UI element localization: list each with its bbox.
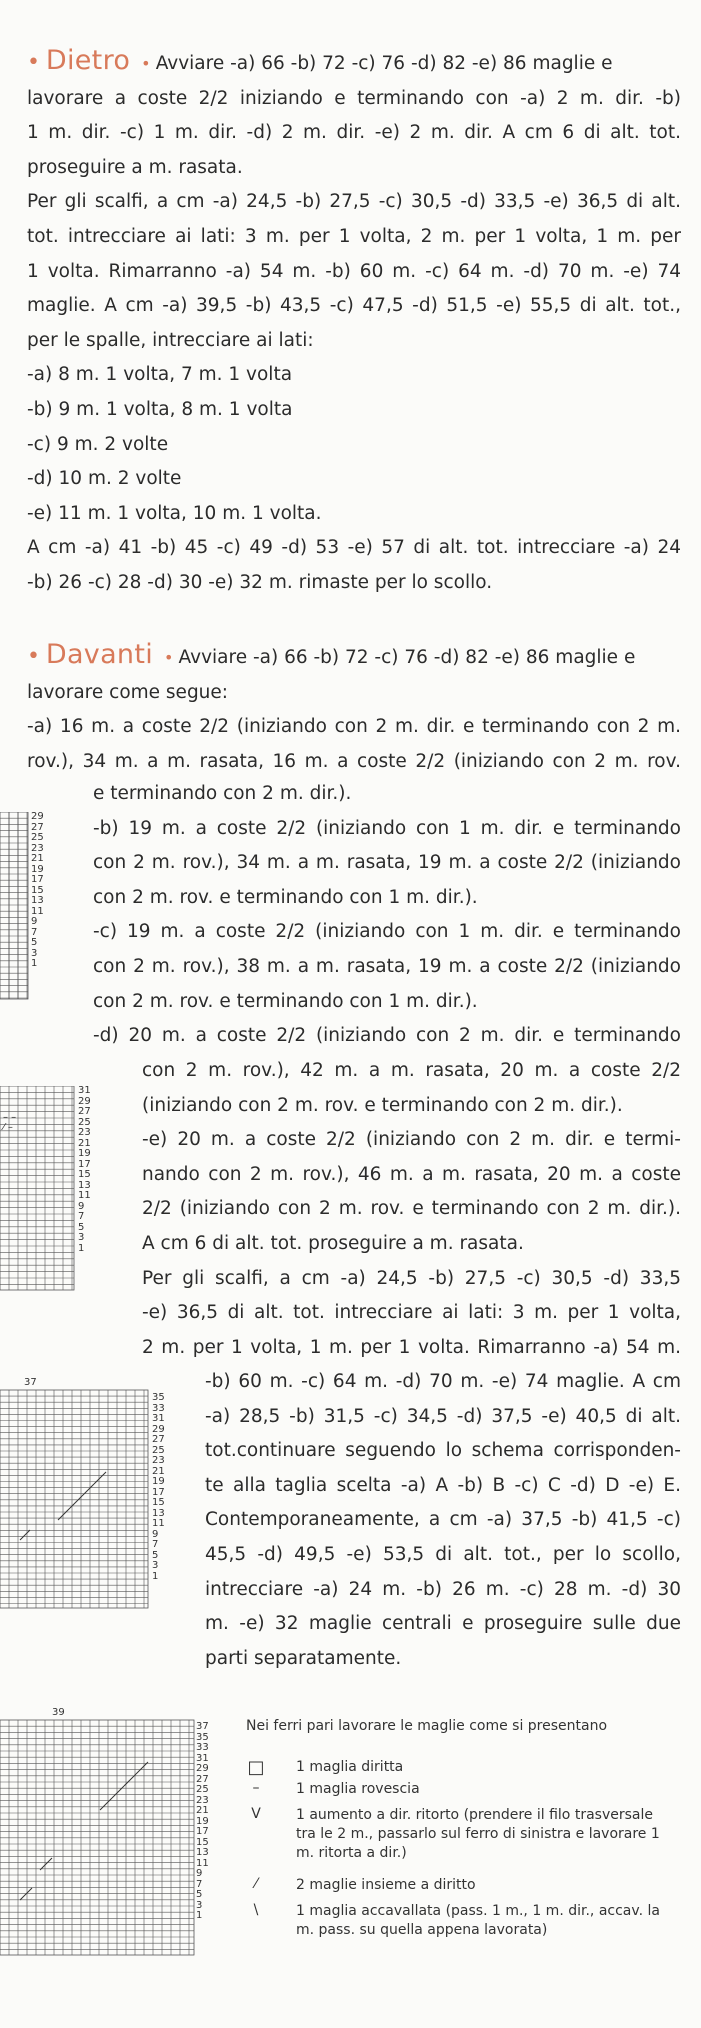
row-number: 25 xyxy=(152,1444,165,1456)
row-number: 21 xyxy=(152,1465,165,1477)
legend-item xyxy=(246,1902,666,1940)
chart-e-grid xyxy=(0,1707,196,1960)
row-number: 37 xyxy=(24,1377,37,1388)
dietro-line: per le spalle, intrecciare ai lati: xyxy=(27,329,314,351)
davanti-line: tot.continuare seguendo lo schema corrisponden- xyxy=(205,1440,681,1462)
row-number: 39 xyxy=(52,1707,65,1718)
davanti-line: -e) 20 m. a coste 2/2 (iniziando con 2 m. dir. e termi- xyxy=(142,1129,681,1151)
davanti-line: Avviare -a) 66 -b) 72 -c) 76 -d) 82 -e) 86 maglie e xyxy=(178,647,636,668)
davanti-indent1 xyxy=(93,777,681,1054)
chart-legend xyxy=(246,1718,666,1940)
davanti-line: 2 m. per 1 volta, 1 m. per 1 volta. Rimarranno -a) 54 m. xyxy=(142,1336,681,1358)
row-number: 27 xyxy=(78,1106,91,1117)
davanti-line: -a) 28,5 -b) 31,5 -c) 34,5 -d) 37,5 -e) 40,5 di alt. xyxy=(205,1405,681,1427)
row-number: 3 xyxy=(78,1232,85,1243)
row-number: 23 xyxy=(31,842,44,854)
davanti-line: nando con 2 m. rov.), 46 m. a m. rasata, 20 m. a coste xyxy=(142,1163,681,1185)
legend-text: 1 maglia accavallata (pass. 1 m., 1 m. dir., accav. la m. pass. su quella appena lavorata) xyxy=(296,1903,660,1938)
row-number: 7 xyxy=(152,1539,159,1550)
davanti-line: con 2 m. rov. e terminando con 1 m. dir.). xyxy=(93,886,478,908)
row-number: 29 xyxy=(31,811,44,822)
davanti-line: e terminando con 2 m. dir.). xyxy=(93,783,352,804)
dietro-section xyxy=(27,44,681,601)
row-number: 15 xyxy=(78,1169,91,1180)
row-number: 15 xyxy=(152,1497,165,1508)
row-number: 29 xyxy=(196,1763,209,1774)
heading-bullet: • xyxy=(136,54,156,73)
row-number: 7 xyxy=(78,1211,85,1222)
dietro-line: tot. intrecciare ai lati: 3 m. per 1 volta, 2 m. per 1 volta, 1 m. per xyxy=(27,225,681,247)
davanti-line: -a) 16 m. a coste 2/2 (iniziando con 2 m. dir. e terminando con 2 m. xyxy=(27,716,681,738)
chart-e-rownums xyxy=(196,1722,209,1922)
row-number: 11 xyxy=(31,905,44,917)
row-number: 5 xyxy=(152,1549,159,1561)
row-number: 23 xyxy=(196,1794,209,1806)
row-number: 19 xyxy=(196,1815,209,1827)
row-number: 9 xyxy=(152,1528,159,1540)
svg-text:– –: – – xyxy=(3,1112,17,1123)
davanti-line: con 2 m. rov.), 42 m. a m. rasata, 20 m. a coste 2/2 xyxy=(142,1060,681,1081)
dietro-line: -d) 10 m. 2 volte xyxy=(27,468,182,490)
row-number: 1 xyxy=(31,958,38,969)
row-number: 19 xyxy=(31,863,44,875)
row-number: 21 xyxy=(78,1137,91,1149)
dietro-line: -a) 8 m. 1 volta, 7 m. 1 volta xyxy=(27,364,293,386)
davanti-section xyxy=(27,638,681,779)
row-number: 9 xyxy=(196,1868,203,1879)
chart-c-rownums xyxy=(152,1393,165,1582)
row-number: 33 xyxy=(196,1742,209,1753)
davanti-line: -d) 20 m. a coste 2/2 (iniziando con 2 m. dir. e terminando xyxy=(93,1025,681,1047)
davanti-line: A cm 6 di alt. tot. proseguire a m. rasata. xyxy=(142,1232,524,1254)
heading-bullet: • xyxy=(27,50,40,75)
row-number: 19 xyxy=(78,1148,91,1159)
row-number: 3 xyxy=(152,1560,159,1571)
row-number: 9 xyxy=(78,1200,85,1212)
davanti-heading: Davanti xyxy=(45,639,154,670)
row-number: 5 xyxy=(78,1221,85,1233)
davanti-line: con 2 m. rov. e terminando con 1 m. dir.). xyxy=(93,990,478,1012)
davanti-line: te alla taglia scelta -a) A -b) B -c) C -d) D -e) E. xyxy=(205,1474,681,1496)
legend-item xyxy=(246,1780,666,1806)
row-number: 3 xyxy=(31,947,38,959)
legend-text: 2 maglie insieme a diritto xyxy=(296,1877,476,1893)
heading-bullet: • xyxy=(158,648,179,667)
row-number: 25 xyxy=(196,1784,209,1795)
dietro-line: -e) 11 m. 1 volta, 10 m. 1 volta. xyxy=(27,502,322,524)
row-number: 27 xyxy=(152,1434,165,1445)
row-number: 15 xyxy=(31,884,44,896)
row-number: 17 xyxy=(196,1826,209,1837)
skp-stitch-icon: \ xyxy=(253,1902,259,1918)
davanti-line: -c) 19 m. a coste 2/2 (iniziando con 1 m. dir. e terminando xyxy=(93,921,681,943)
legend-text: 1 aumento a dir. ritorto (prendere il filo trasversale tra le 2 m., passarlo sul ferro di sinistra e lavorare 1 m. ritorta a dir.) xyxy=(296,1807,660,1861)
row-number: 13 xyxy=(78,1179,91,1191)
row-number: 21 xyxy=(31,853,44,864)
row-number: 27 xyxy=(196,1773,209,1785)
chart-a-grid xyxy=(0,812,30,1000)
row-number: 1 xyxy=(196,1910,203,1921)
row-number: 29 xyxy=(78,1095,91,1107)
legend-item xyxy=(246,1758,666,1780)
legend-text: 1 maglia rovescia xyxy=(296,1781,420,1797)
dietro-line: -b) 9 m. 1 volta, 8 m. 1 volta xyxy=(27,398,293,420)
davanti-line: 45,5 -d) 49,5 -e) 53,5 di alt. tot., per lo scollo, xyxy=(205,1543,681,1565)
row-number: 35 xyxy=(152,1392,165,1403)
row-number: 15 xyxy=(196,1836,209,1848)
row-number: 27 xyxy=(31,821,44,833)
row-number: 17 xyxy=(78,1158,91,1170)
row-number: 23 xyxy=(152,1455,165,1466)
row-number: 5 xyxy=(31,937,38,948)
row-number: 1 xyxy=(152,1570,159,1582)
davanti-line: -e) 36,5 di alt. tot. intrecciare ai lati: 3 m. per 1 volta, xyxy=(142,1302,681,1324)
k2tog-stitch-icon: ⁄ xyxy=(254,1876,258,1892)
row-number: 7 xyxy=(196,1878,203,1890)
increase-stitch-icon: V xyxy=(251,1806,261,1822)
davanti-line: -b) 19 m. a coste 2/2 (iniziando con 1 m. dir. e terminando xyxy=(93,817,681,839)
row-number: 17 xyxy=(31,874,44,885)
chart-c-top-label xyxy=(24,1378,37,1389)
legend-intro: Nei ferri pari lavorare le maglie come si presentano xyxy=(246,1718,608,1734)
davanti-line: (iniziando con 2 m. rov. e terminando con 2 m. dir.). xyxy=(142,1094,623,1116)
davanti-indent3 xyxy=(205,1365,681,1676)
dietro-line: -c) 9 m. 2 volte xyxy=(27,433,169,455)
davanti-line: con 2 m. rov.), 38 m. a m. rasata, 19 m. a coste 2/2 (iniziando xyxy=(93,955,681,977)
davanti-line: rov.), 34 m. a m. rasata, 16 m. a coste 2/2 (iniziando con 2 m. rov. xyxy=(27,750,681,772)
row-number: 3 xyxy=(196,1899,203,1911)
row-number: 13 xyxy=(152,1507,165,1519)
davanti-line: parti separatamente. xyxy=(205,1647,402,1669)
row-number: 13 xyxy=(196,1847,209,1858)
dietro-heading: Dietro xyxy=(45,45,131,76)
dietro-line: Per gli scalfi, a cm -a) 24,5 -b) 27,5 -c) 30,5 -d) 33,5 -e) 36,5 di alt. xyxy=(27,191,681,213)
davanti-line: m. -e) 32 maglie centrali e proseguire sulle due xyxy=(205,1613,681,1635)
row-number: 23 xyxy=(78,1127,91,1138)
svg-text:⁄ –: ⁄ – xyxy=(3,1122,13,1133)
purl-stitch-icon: – xyxy=(252,1780,260,1796)
row-number: 35 xyxy=(196,1731,209,1743)
legend-item xyxy=(246,1876,666,1902)
row-number: 11 xyxy=(152,1518,165,1529)
row-number: 33 xyxy=(152,1402,165,1414)
row-number: 7 xyxy=(31,926,38,938)
row-number: 9 xyxy=(31,916,38,927)
davanti-indent2 xyxy=(142,1054,681,1365)
davanti-line: Contemporaneamente, a cm -a) 37,5 -b) 41,5 -c) xyxy=(205,1509,681,1531)
row-number: 25 xyxy=(78,1116,91,1128)
row-number: 31 xyxy=(196,1752,209,1764)
dietro-line: -b) 26 -c) 28 -d) 30 -e) 32 m. rimaste per lo scollo. xyxy=(27,571,493,593)
davanti-line: intrecciare -a) 24 m. -b) 26 m. -c) 28 m. -d) 30 xyxy=(205,1578,681,1600)
row-number: 17 xyxy=(152,1486,165,1498)
davanti-line: con 2 m. rov.), 34 m. a m. rasata, 19 m. a coste 2/2 (iniziando xyxy=(93,852,681,874)
row-number: 25 xyxy=(31,832,44,843)
dietro-line: lavorare a coste 2/2 iniziando e terminando con -a) 2 m. dir. -b) xyxy=(27,87,681,109)
dietro-line: 1 m. dir. -c) 1 m. dir. -d) 2 m. dir. -e) 2 m. dir. A cm 6 di alt. tot. xyxy=(27,122,681,144)
legend-text: 1 maglia diritta xyxy=(296,1759,404,1775)
row-number: 31 xyxy=(152,1413,165,1424)
chart-c-grid xyxy=(0,1377,150,1610)
row-number: 5 xyxy=(196,1889,203,1900)
row-number: 31 xyxy=(78,1085,91,1096)
chart-e-top-label xyxy=(52,1708,65,1719)
davanti-line: lavorare come segue: xyxy=(27,681,229,703)
davanti-line: 2/2 (iniziando con 2 m. rov. e terminando con 2 m. dir.). xyxy=(142,1198,681,1220)
dietro-line: proseguire a m. rasata. xyxy=(27,156,243,178)
davanti-line: -b) 60 m. -c) 64 m. -d) 70 m. -e) 74 maglie. A cm xyxy=(205,1371,681,1392)
davanti-line: Per gli scalfi, a cm -a) 24,5 -b) 27,5 -c) 30,5 -d) 33,5 xyxy=(142,1267,681,1289)
dietro-line: 1 volta. Rimarranno -a) 54 m. -b) 60 m. -c) 64 m. -d) 70 m. -e) 74 xyxy=(27,260,681,282)
row-number: 29 xyxy=(152,1423,165,1435)
row-number: 21 xyxy=(196,1805,209,1816)
chart-b-rownums xyxy=(78,1086,91,1254)
dietro-line: maglie. A cm -a) 39,5 -b) 43,5 -c) 47,5 -d) 51,5 -e) 55,5 di alt. tot., xyxy=(27,295,681,317)
knit-stitch-icon: □ xyxy=(247,1757,265,1778)
row-number: 19 xyxy=(152,1476,165,1487)
row-number: 11 xyxy=(78,1190,91,1201)
dietro-line: A cm -a) 41 -b) 45 -c) 49 -d) 53 -e) 57 di alt. tot. intrecciare -a) 24 xyxy=(27,537,681,559)
legend-item xyxy=(246,1806,666,1876)
heading-bullet: • xyxy=(27,644,40,669)
row-number: 37 xyxy=(196,1721,209,1732)
dietro-line: Avviare -a) 66 -b) 72 -c) 76 -d) 82 -e) 86 maglie e xyxy=(155,53,613,74)
row-number: 13 xyxy=(31,895,44,906)
chart-a-rownums xyxy=(31,812,44,970)
row-number: 1 xyxy=(78,1242,85,1254)
row-number: 11 xyxy=(196,1857,209,1869)
chart-b-grid xyxy=(0,1086,76,1292)
